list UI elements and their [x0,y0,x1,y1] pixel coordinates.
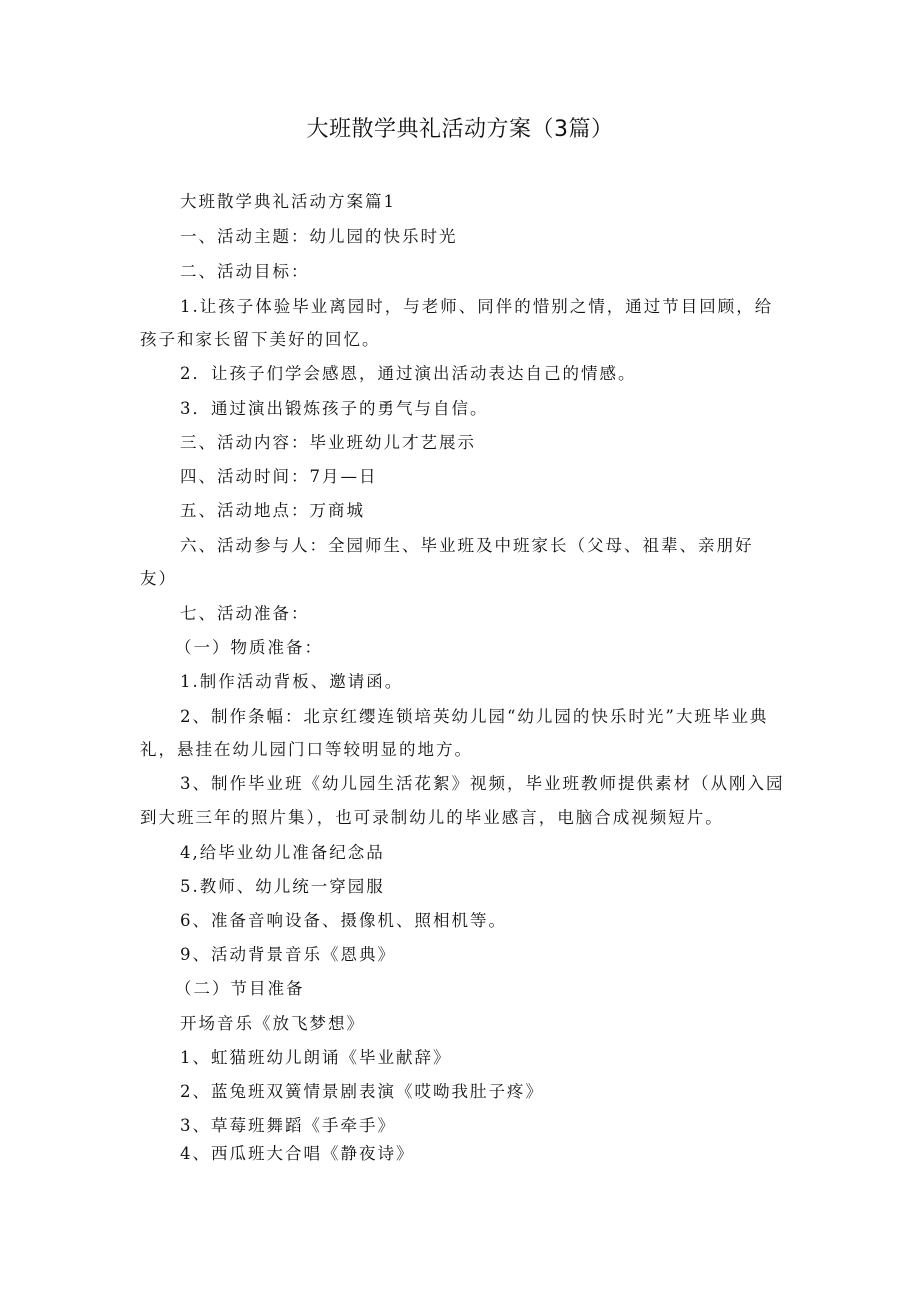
text-line: （二）节目准备 [175,979,305,998]
text-line: 6、准备音响设备、摄像机、照相机等。 [180,911,507,930]
section-heading: 大班散学典礼活动方案篇1 [180,192,396,211]
text-line: 9、活动背景音乐《恩典》 [180,945,396,964]
text-line: 一、活动主题：幼儿园的快乐时光 [180,227,458,246]
text-line: 5.教师、幼儿统一穿园服 [180,877,385,896]
text-line: 三、活动内容：毕业班幼儿才艺展示 [180,433,476,452]
text-line: 五、活动地点：万商城 [180,501,365,520]
text-line: 4,给毕业幼儿准备纪念品 [180,843,385,862]
text-line: 六、活动参与人：全园师生、毕业班及中班家长（父母、祖辈、亲朋好 [180,536,754,555]
text-line: 4、西瓜班大合唱《静夜诗》 [180,1144,415,1163]
text-line: 孩子和家长留下美好的回忆。 [140,330,381,349]
text-line: 1.让孩子体验毕业离园时，与老师、同伴的惜别之情，通过节目回顾，给 [180,297,774,316]
text-line: 2．让孩子们学会感恩，通过演出活动表达自己的情感。 [180,364,637,383]
text-line: 二、活动目标： [180,262,310,281]
text-line: 2、蓝兔班双簧情景剧表演《哎呦我肚子疼》 [180,1082,544,1101]
text-line: 3、草莓班舞蹈《手牵手》 [180,1116,396,1135]
text-line: 四、活动时间：7月—日 [180,467,378,486]
text-line: 2、制作条幅：北京红缨连锁培英幼儿园“幼儿园的快乐时光”大班毕业典 [180,707,769,726]
text-line: 1、虹猫班幼儿朗诵《毕业献辞》 [180,1048,452,1067]
text-line: 开场音乐《放飞梦想》 [180,1014,365,1033]
text-line: 礼，悬挂在幼儿园门口等较明显的地方。 [140,740,473,759]
text-line: 到大班三年的照片集），也可录制幼儿的毕业感言，电脑合成视频短片。 [140,808,724,827]
page-title: 大班散学典礼活动方案（3篇） [306,117,614,142]
text-line: 1.制作活动背板、邀请函。 [180,672,404,691]
text-line: 3．通过演出锻炼孩子的勇气与自信。 [180,399,489,418]
text-line: 七、活动准备： [180,604,310,623]
text-line: （一）物质准备： [175,638,323,657]
text-line: 友） [140,569,177,588]
text-line: 3、制作毕业班《幼儿园生活花絮》视频，毕业班教师提供素材（从刚入园 [180,774,785,793]
